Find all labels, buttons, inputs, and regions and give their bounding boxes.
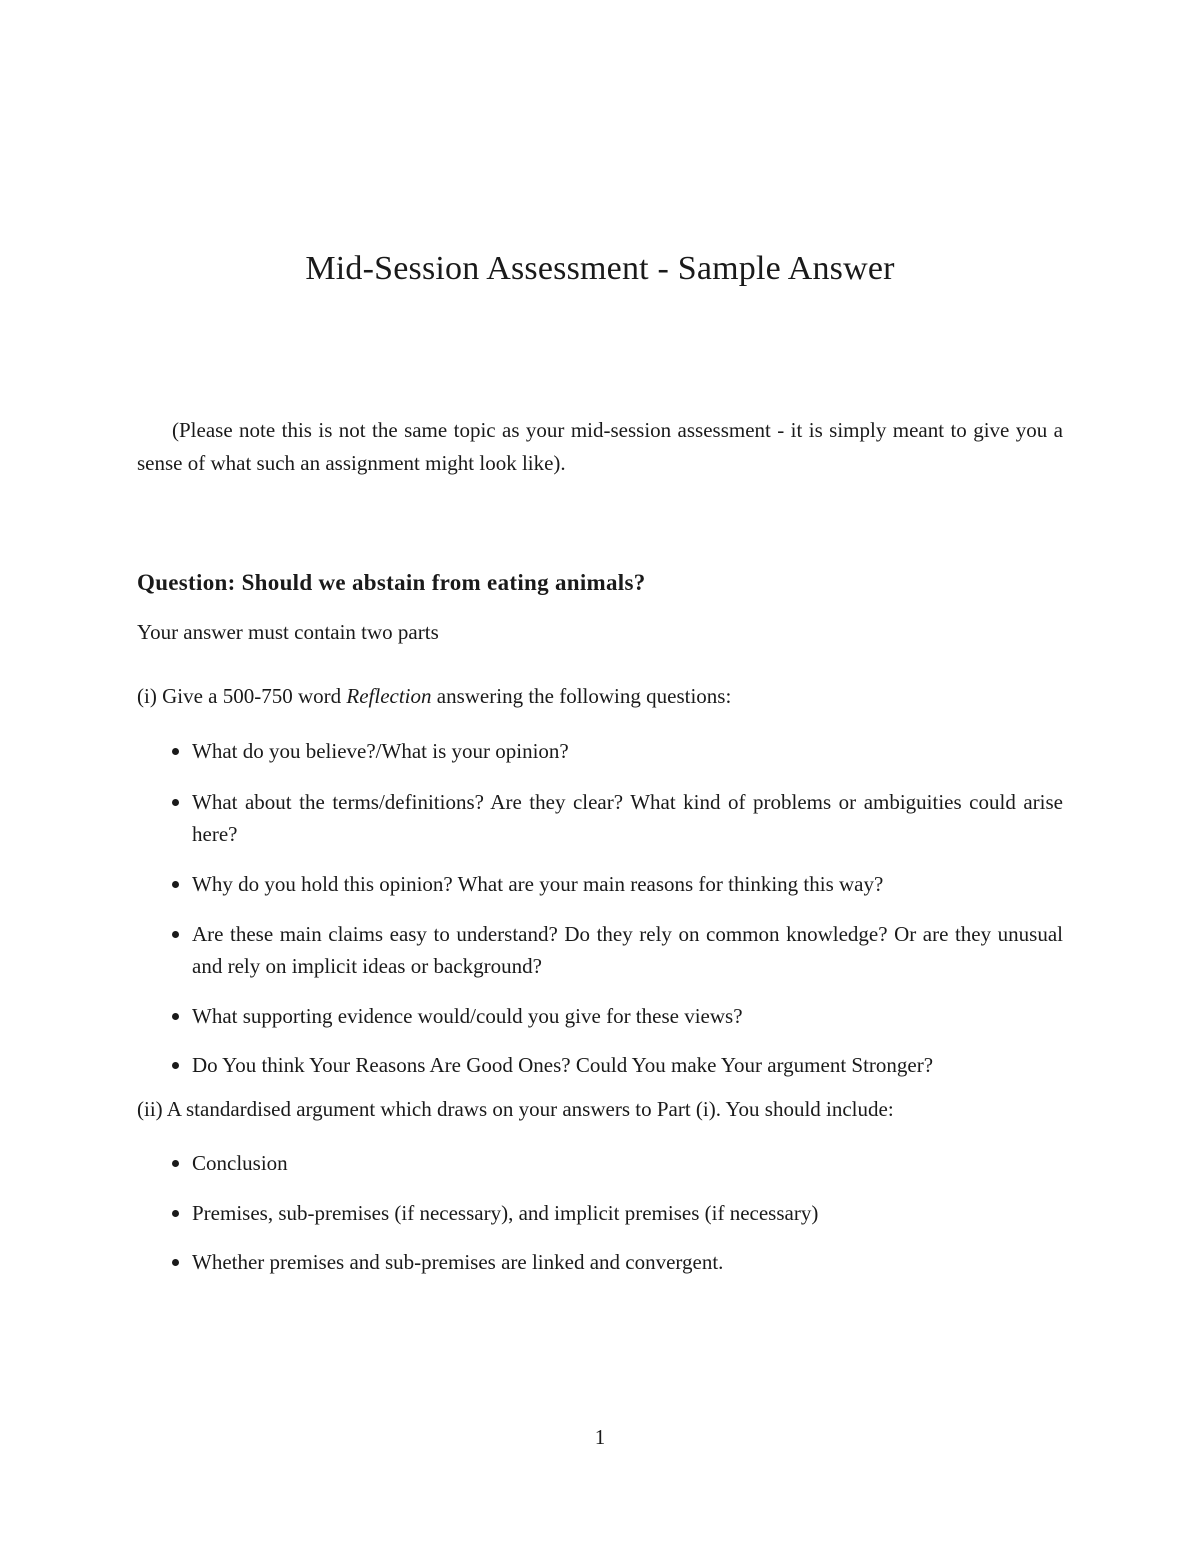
list-item-text: Why do you hold this opinion? What are your main reasons for thinking this way? bbox=[192, 872, 884, 896]
part-one-label bbox=[137, 684, 731, 709]
list-item bbox=[170, 735, 1063, 767]
bullet-icon bbox=[172, 1062, 179, 1069]
list-item-text: Are these main claims easy to understand? Do they rely on common knowledge? Or are they unusual and rely on implicit ideas or background? bbox=[192, 922, 1063, 978]
bullet-icon bbox=[172, 799, 179, 806]
list-item bbox=[170, 1049, 1063, 1081]
bullet-icon bbox=[172, 1160, 179, 1167]
part-one-label-prefix: (i) Give a 500-750 word bbox=[137, 684, 347, 708]
list-item-text: Conclusion bbox=[192, 1151, 288, 1175]
part-one-label-suffix: answering the following questions: bbox=[431, 684, 732, 708]
list-item-text: What supporting evidence would/could you give for these views? bbox=[192, 1004, 743, 1028]
list-item-text: Whether premises and sub-premises are linked and convergent. bbox=[192, 1250, 724, 1274]
list-item bbox=[170, 1147, 1063, 1179]
part-one-label-emphasis: Reflection bbox=[346, 684, 432, 708]
page-number: 1 bbox=[594, 1425, 606, 1449]
list-item bbox=[170, 1246, 1063, 1278]
list-item bbox=[170, 1197, 1063, 1229]
part-two-label: (ii) A standardised argument which draws on your answers to Part (i). You should include: bbox=[137, 1097, 894, 1121]
bullet-icon bbox=[172, 748, 179, 755]
list-item-text: Do You think Your Reasons Are Good Ones? Could You make Your argument Stronger? bbox=[192, 1053, 934, 1077]
bullet-icon bbox=[172, 1259, 179, 1266]
list-item-text: What about the terms/definitions? Are they clear? What kind of problems or ambiguities could arise here? bbox=[192, 790, 1063, 846]
list-item-text: What do you believe?/What is your opinion? bbox=[192, 739, 569, 763]
bullet-icon bbox=[172, 931, 179, 938]
bullet-icon bbox=[172, 881, 179, 888]
list-item bbox=[170, 918, 1063, 982]
bullet-icon bbox=[172, 1013, 179, 1020]
list-item bbox=[170, 1000, 1063, 1032]
bullet-icon bbox=[172, 1210, 179, 1217]
answer-intro: Your answer must contain two parts bbox=[137, 620, 439, 644]
document-title: Mid-Session Assessment - Sample Answer bbox=[305, 250, 895, 287]
list-item-text: Premises, sub-premises (if necessary), and implicit premises (if necessary) bbox=[192, 1201, 819, 1225]
list-item bbox=[170, 868, 1063, 900]
list-item bbox=[170, 786, 1063, 850]
question-heading: Question: Should we abstain from eating animals? bbox=[137, 570, 646, 595]
topic-note: (Please note this is not the same topic as your mid-session assessment - it is simply meant to give you a sense of what such an assignment might look like). bbox=[137, 418, 1063, 475]
